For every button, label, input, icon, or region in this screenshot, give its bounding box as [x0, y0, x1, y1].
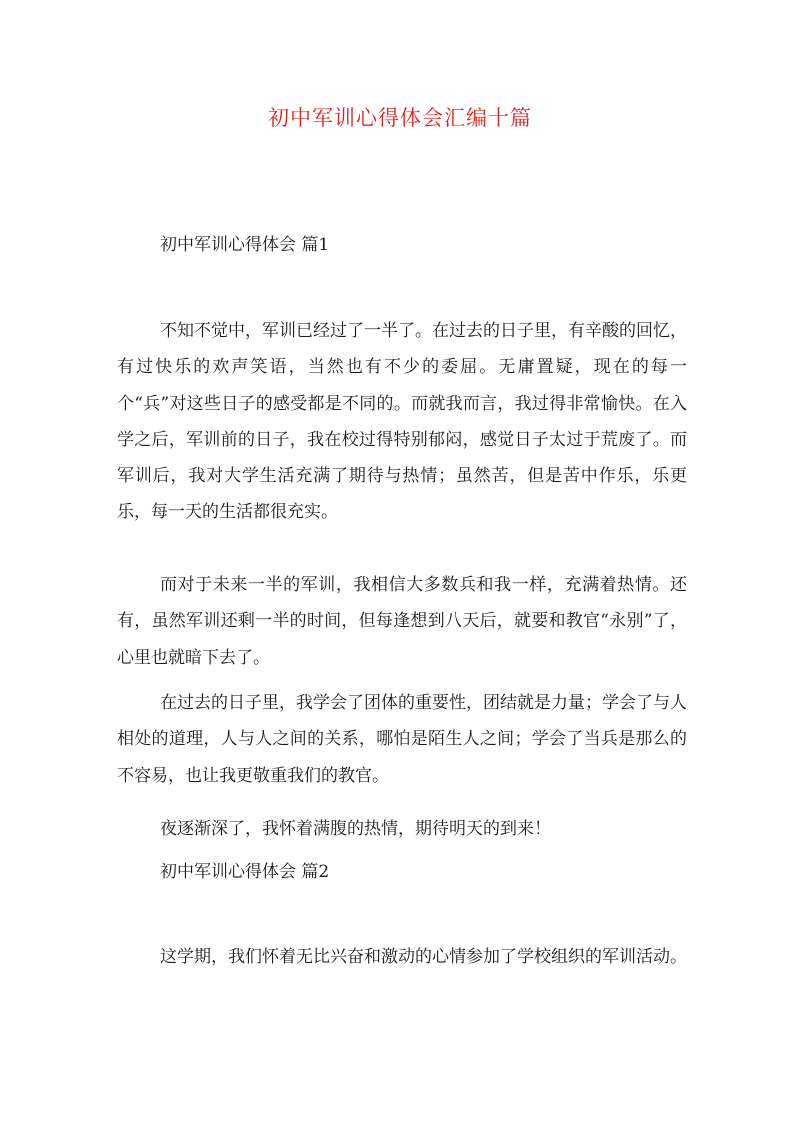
section-heading-2: 初中军训心得体会 篇2 [160, 862, 330, 882]
paragraph: 不知不觉中，军训已经过了一半了。在过去的日子里，有辛酸的回忆，有过快乐的欢声笑语，当然也有不少的委屈。无庸置疑，现在的每一个“兵”对这些日子的感受都是不同的。而就我而言，我过得非常愉快。在入学之后，军训前的日子，我在校过得特别郁闷，感觉日子太过于荒废了。而军训后，我对大学生活充满了期待与热情；虽然苦，但是苦中作乐，乐更乐，每一天的生活都很充实。 [117, 321, 687, 523]
paragraph: 这学期，我们怀着无比兴奋和激动的心情参加了学校组织的军训活动。 [160, 947, 687, 967]
section-heading-1: 初中军训心得体会 篇1 [160, 235, 330, 255]
paragraph: 在过去的日子里，我学会了团体的重要性，团结就是力量；学会了与人相处的道理，人与人之间的关系，哪怕是陌生人之间；学会了当兵是那么的不容易，也让我更敬重我们的教官。 [117, 693, 687, 786]
document-title: 初中军训心得体会汇编十篇 [268, 106, 532, 130]
paragraph: 而对于未来一半的军训，我相信大多数兵和我一样，充满着热情。还有，虽然军训还剩一半的时间，但每逢想到八天后，就要和教官“永别”了，心里也就暗下去了。 [117, 575, 687, 668]
paragraph: 夜逐渐深了，我怀着满腹的热情，期待明天的到来！ [160, 819, 551, 839]
